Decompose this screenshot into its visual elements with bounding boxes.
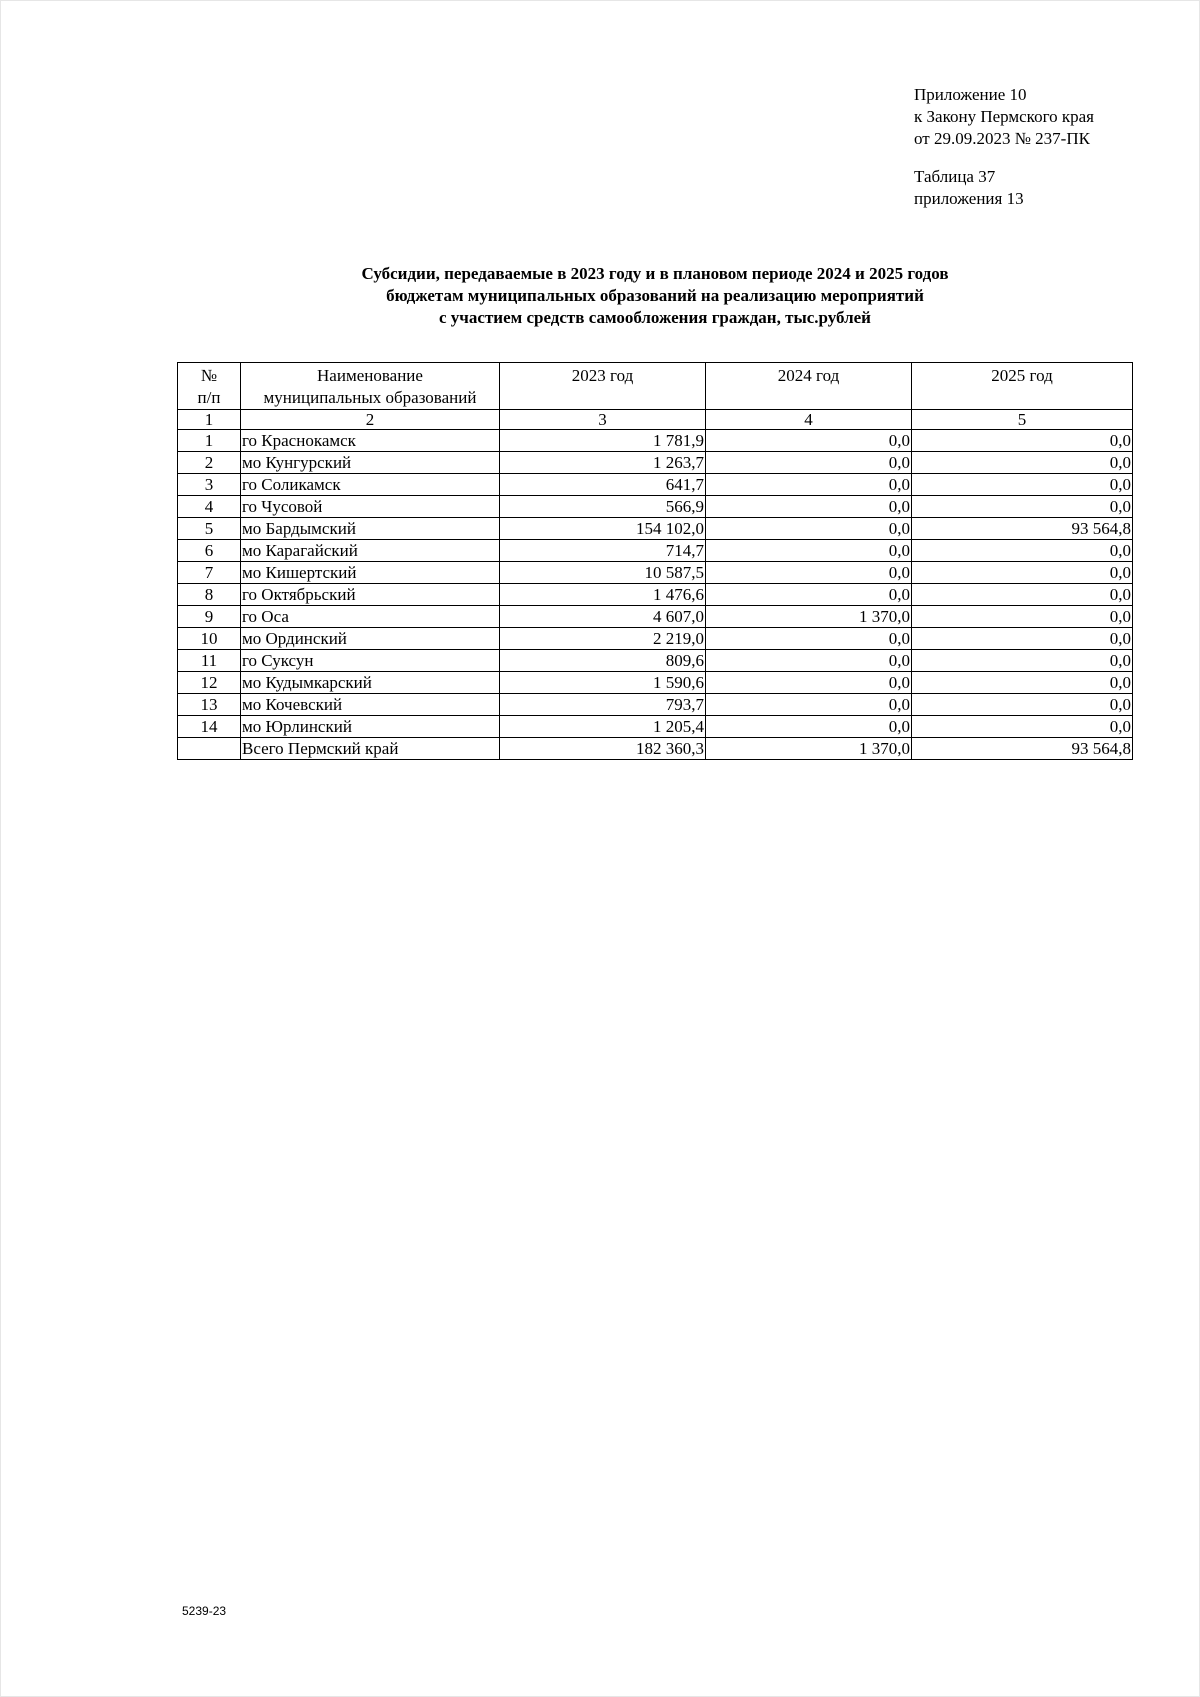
municipality-name: мо Кудымкарский: [241, 672, 500, 694]
value-2023: 154 102,0: [500, 518, 706, 540]
value-2023: 566,9: [500, 496, 706, 518]
value-2024: 0,0: [706, 452, 912, 474]
row-number: 5: [178, 518, 241, 540]
header-2025: 2025 год: [912, 363, 1133, 410]
table-body: [178, 430, 1133, 760]
value-2023: 793,7: [500, 694, 706, 716]
table-ref-line: приложения 13: [914, 189, 1024, 208]
header-2023: 2023 год: [500, 363, 706, 410]
municipality-name: мо Юрлинский: [241, 716, 500, 738]
total-row: [178, 738, 1133, 760]
table-row: [178, 628, 1133, 650]
value-2025: 0,0: [912, 606, 1133, 628]
value-2024: 1 370,0: [706, 606, 912, 628]
value-2023: 1 781,9: [500, 430, 706, 452]
value-2024: 0,0: [706, 694, 912, 716]
value-2024: 0,0: [706, 628, 912, 650]
table-row: [178, 452, 1133, 474]
value-2023: 1 476,6: [500, 584, 706, 606]
municipality-name: мо Кунгурский: [241, 452, 500, 474]
value-2023: 10 587,5: [500, 562, 706, 584]
value-2024: 0,0: [706, 430, 912, 452]
municipality-name: мо Кишертский: [241, 562, 500, 584]
value-2024: 1 370,0: [706, 738, 912, 760]
municipality-name: го Чусовой: [241, 496, 500, 518]
value-2023: 809,6: [500, 650, 706, 672]
header-no: [178, 363, 241, 410]
row-number: 1: [178, 430, 241, 452]
municipality-name: Всего Пермский край: [241, 738, 500, 760]
table-reference: [914, 166, 1024, 210]
value-2025: 0,0: [912, 650, 1133, 672]
table-row: [178, 606, 1133, 628]
row-number: 8: [178, 584, 241, 606]
value-2025: 0,0: [912, 540, 1133, 562]
appendix-line: к Закону Пермского края: [914, 107, 1095, 126]
municipality-name: мо Ординский: [241, 628, 500, 650]
table-row: [178, 694, 1133, 716]
table-row: [178, 562, 1133, 584]
header-name-line2: муниципальных образований: [263, 388, 477, 407]
municipality-name: го Краснокамск: [241, 430, 500, 452]
header-2024: 2024 год: [706, 363, 912, 410]
row-number: 9: [178, 606, 241, 628]
value-2024: 0,0: [706, 496, 912, 518]
municipality-name: мо Карагайский: [241, 540, 500, 562]
value-2025: 0,0: [912, 584, 1133, 606]
value-2025: 0,0: [912, 452, 1133, 474]
document-code: 5239-23: [182, 1604, 227, 1618]
header-name-line1: Наименование: [317, 366, 423, 385]
table-row: [178, 518, 1133, 540]
row-number: 2: [178, 452, 241, 474]
value-2024: 0,0: [706, 474, 912, 496]
header-no-line1: №: [200, 366, 218, 385]
row-number: 14: [178, 716, 241, 738]
row-number: [178, 738, 241, 760]
value-2025: 0,0: [912, 430, 1133, 452]
value-2025: 0,0: [912, 628, 1133, 650]
municipality-name: го Суксун: [241, 650, 500, 672]
row-number: 4: [178, 496, 241, 518]
row-number: 6: [178, 540, 241, 562]
column-number: 1: [178, 410, 241, 430]
value-2023: 182 360,3: [500, 738, 706, 760]
value-2024: 0,0: [706, 650, 912, 672]
appendix-line: от 29.09.2023 № 237-ПК: [914, 129, 1090, 148]
row-number: 11: [178, 650, 241, 672]
value-2023: 4 607,0: [500, 606, 706, 628]
appendix-line: Приложение 10: [914, 85, 1027, 104]
table-row: [178, 430, 1133, 452]
table-row: [178, 672, 1133, 694]
value-2023: 714,7: [500, 540, 706, 562]
table-row: [178, 584, 1133, 606]
value-2025: 0,0: [912, 496, 1133, 518]
table-row: [178, 650, 1133, 672]
column-number: 3: [500, 410, 706, 430]
document-title: [250, 263, 1060, 329]
row-number: 3: [178, 474, 241, 496]
header-no-line2: п/п: [197, 388, 221, 407]
row-number: 10: [178, 628, 241, 650]
value-2024: 0,0: [706, 562, 912, 584]
value-2023: 1 590,6: [500, 672, 706, 694]
table-ref-line: Таблица 37: [914, 167, 996, 186]
value-2025: 0,0: [912, 474, 1133, 496]
row-number: 12: [178, 672, 241, 694]
value-2024: 0,0: [706, 518, 912, 540]
column-number: 5: [912, 410, 1133, 430]
value-2025: 93 564,8: [912, 738, 1133, 760]
value-2024: 0,0: [706, 716, 912, 738]
value-2025: 0,0: [912, 672, 1133, 694]
title-line: бюджетам муниципальных образований на реализацию мероприятий: [386, 286, 924, 305]
column-number-row: [178, 410, 1133, 430]
municipality-name: го Соликамск: [241, 474, 500, 496]
table-header-row: [178, 363, 1133, 410]
value-2023: 1 263,7: [500, 452, 706, 474]
value-2024: 0,0: [706, 584, 912, 606]
title-line: Субсидии, передаваемые в 2023 году и в плановом периоде 2024 и 2025 годов: [361, 264, 949, 283]
municipality-name: го Оса: [241, 606, 500, 628]
column-number: 4: [706, 410, 912, 430]
municipality-name: мо Кочевский: [241, 694, 500, 716]
table-row: [178, 716, 1133, 738]
value-2025: 0,0: [912, 694, 1133, 716]
table-row: [178, 496, 1133, 518]
value-2025: 93 564,8: [912, 518, 1133, 540]
column-number: 2: [241, 410, 500, 430]
value-2025: 0,0: [912, 716, 1133, 738]
value-2023: 2 219,0: [500, 628, 706, 650]
row-number: 7: [178, 562, 241, 584]
value-2023: 1 205,4: [500, 716, 706, 738]
title-line: с участием средств самообложения граждан, тыс.рублей: [439, 308, 871, 327]
value-2024: 0,0: [706, 672, 912, 694]
subsidies-table: [177, 362, 1133, 760]
row-number: 13: [178, 694, 241, 716]
municipality-name: мо Бардымский: [241, 518, 500, 540]
table-row: [178, 474, 1133, 496]
table-row: [178, 540, 1133, 562]
header-name: [241, 363, 500, 410]
municipality-name: го Октябрьский: [241, 584, 500, 606]
appendix-reference: [914, 84, 1094, 150]
value-2024: 0,0: [706, 540, 912, 562]
value-2023: 641,7: [500, 474, 706, 496]
value-2025: 0,0: [912, 562, 1133, 584]
